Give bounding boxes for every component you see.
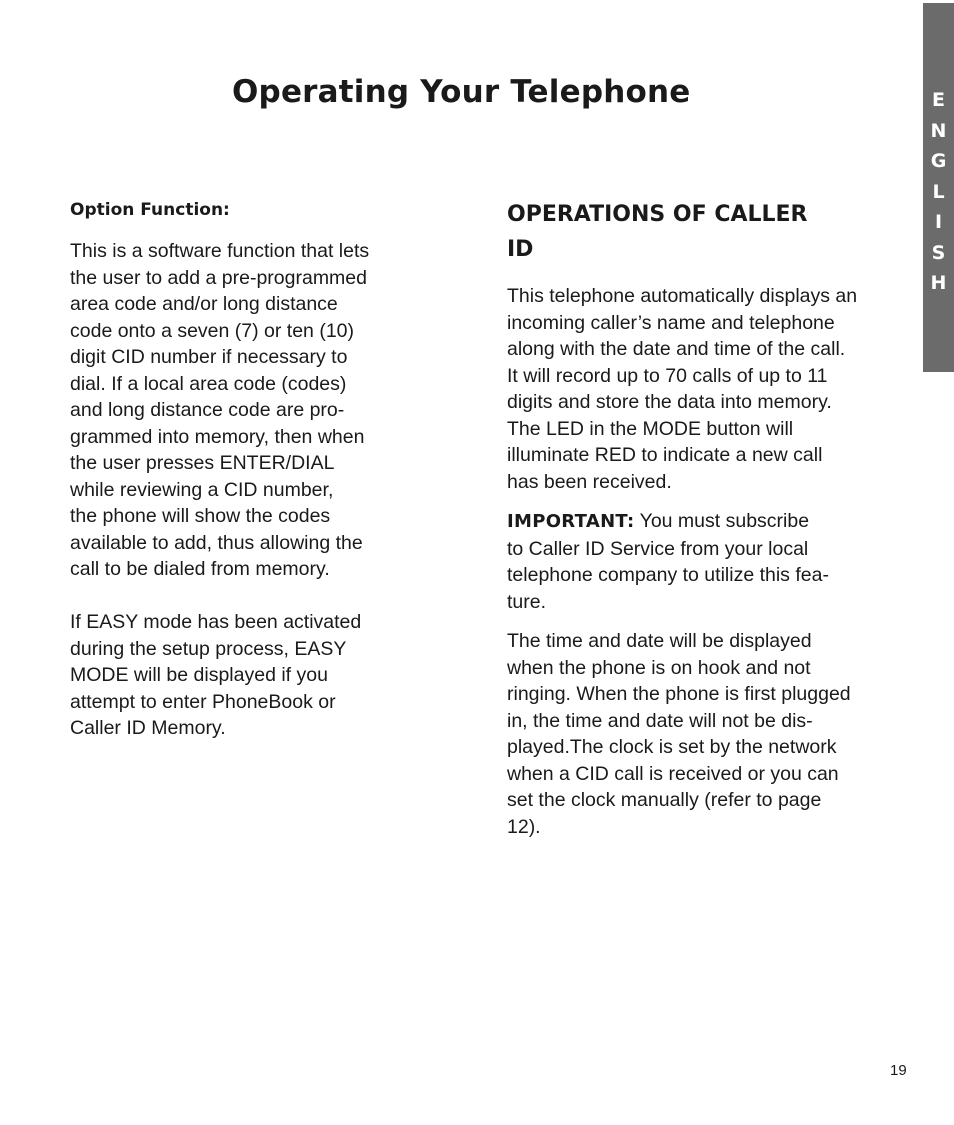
text-line: This is a software function that lets xyxy=(70,240,370,262)
caller-id-paragraph xyxy=(507,283,892,495)
text-line: the user presses ENTER/DIAL xyxy=(70,452,335,474)
text-line: This telephone automatically displays an xyxy=(507,285,858,307)
text-line: call to be dialed from memory. xyxy=(70,558,330,580)
text-line: Caller ID Memory. xyxy=(70,717,226,739)
text-line: The time and date will be displayed xyxy=(507,630,812,652)
language-tab-letter: L xyxy=(932,180,945,203)
text-line: digits and store the data into memory. xyxy=(507,391,832,413)
heading-line: ID xyxy=(507,237,534,262)
text-line: 12). xyxy=(507,815,541,838)
language-tab xyxy=(923,3,954,372)
easy-mode-paragraph xyxy=(70,609,415,742)
text-line: ringing. When the phone is first plugged xyxy=(507,683,851,705)
text-line: in, the time and date will not be dis- xyxy=(507,709,813,732)
language-tab-letter: I xyxy=(934,211,943,233)
text-line: dial. If a local area code (codes) xyxy=(70,372,347,395)
language-tab-letter: S xyxy=(931,241,946,264)
text-line: illuminate RED to indicate a new call xyxy=(507,444,823,466)
page-number: 19 xyxy=(890,1062,907,1079)
text-line: incoming caller’s name and telephone xyxy=(507,311,835,334)
text-line: It will record up to 70 calls of up to 11 xyxy=(507,364,828,387)
text-line: when a CID call is received or you can xyxy=(507,762,839,785)
option-function-heading: Option Function: xyxy=(70,200,230,220)
text-line: area code and/or long distance xyxy=(70,293,338,315)
language-tab-letter: E xyxy=(932,89,945,111)
language-tab-letter: H xyxy=(930,272,947,294)
text-line: The LED in the MODE button will xyxy=(507,417,794,440)
language-tab-letter: G xyxy=(930,150,947,172)
text-line: digit CID number if necessary to xyxy=(70,346,348,368)
language-tab-letter: N xyxy=(930,119,947,142)
text-line: telephone company to utilize this fea- xyxy=(507,564,829,586)
important-paragraph xyxy=(507,508,892,615)
text-line: played.The clock is set by the network xyxy=(507,736,837,758)
text-line: available to add, thus allowing the xyxy=(70,531,363,554)
caller-id-heading xyxy=(507,197,887,267)
important-label: IMPORTANT: xyxy=(507,511,635,532)
text-line: set the clock manually (refer to page xyxy=(507,789,822,811)
heading-line: OPERATIONS OF CALLER xyxy=(507,202,808,227)
text-line: code onto a seven (7) or ten (10) xyxy=(70,319,354,342)
text-line: and long distance code are pro- xyxy=(70,399,345,421)
text-line: while reviewing a CID number, xyxy=(70,478,334,501)
text-line: the phone will show the codes xyxy=(70,505,331,527)
text-line: attempt to enter PhoneBook or xyxy=(70,690,336,713)
text-line: ture. xyxy=(507,590,547,613)
page-title: Operating Your Telephone xyxy=(232,74,691,110)
text-line: has been received. xyxy=(507,470,672,493)
text-line xyxy=(507,508,892,536)
text-line: to Caller ID Service from your local xyxy=(507,537,809,560)
text-line: the user to add a pre-programmed xyxy=(70,266,367,289)
text-line: during the setup process, EASY xyxy=(70,637,347,660)
text-line: MODE will be displayed if you xyxy=(70,664,328,686)
text-line: when the phone is on hook and not xyxy=(507,656,811,679)
clock-paragraph xyxy=(507,628,892,840)
option-function-paragraph xyxy=(70,238,415,583)
text-line: If EASY mode has been activated xyxy=(70,611,362,633)
text-line: along with the date and time of the call. xyxy=(507,338,846,360)
text-line: grammed into memory, then when xyxy=(70,425,365,448)
important-text: You must subscribe xyxy=(634,510,810,532)
